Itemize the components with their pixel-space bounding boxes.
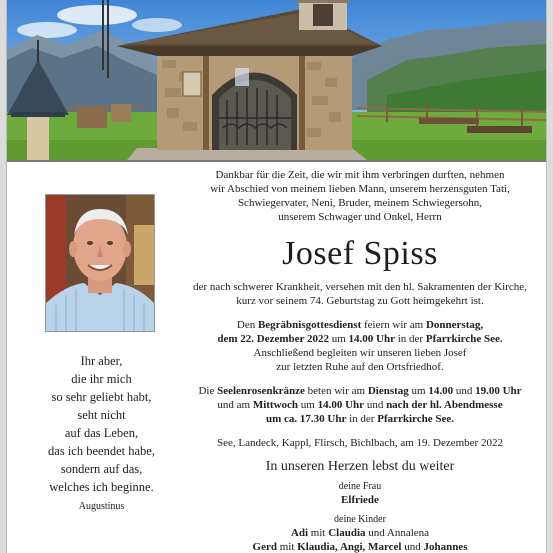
main-text [179, 168, 541, 553]
poem-line: sondern auf das, [60, 462, 143, 476]
intro-paragraph [179, 168, 541, 224]
motto: In unseren Herzen lebst du weiter [265, 459, 455, 474]
funeral-line-4: zur letzten Ruhe auf den Ortsfriedhof. [276, 361, 444, 373]
rosary-info [179, 384, 541, 426]
intro-line: Schwiegervater, Neni, Bruder, meinem Schwiegersohn, [237, 197, 483, 209]
places-date: See, Landeck, Kappl, Flirsch, Bichlbach, am 19. Dezember 2022 [217, 437, 503, 449]
portrait-photo [45, 194, 155, 332]
obituary-card [6, 0, 547, 553]
poem-author: Augustinus [78, 501, 125, 512]
intro-line: unserem Schwager und Onkel, Herrn [278, 211, 442, 223]
intro-line: Dankbar für die Zeit, die wir mit ihm verbringen durften, nehmen [215, 169, 505, 181]
rosary-line-3: um ca. 17.30 Uhr in der Pfarrkirche See. [266, 413, 454, 425]
intro-line: wir Abschied von meinem lieben Mann, unserem herzensguten Tati, [210, 183, 510, 195]
death-note-line: der nach schwerer Krankheit, versehen mit den hl. Sakramenten der Kirche, [193, 281, 527, 293]
poem-line: welches ich beginne. [49, 480, 154, 494]
poem-line: Ihr aber, [80, 354, 123, 368]
poem-line: die ihr mich [71, 372, 132, 386]
poem-line: so sehr geliebt habt, [51, 390, 152, 404]
rosary-line-2: und am Mittwoch um 14.00 Uhr und nach der hl. Abendmesse [217, 399, 503, 411]
funeral-info [179, 318, 541, 374]
death-note-line: kurz vor seinem 74. Geburtstag zu Gott heimgekehrt ist. [236, 295, 484, 307]
poem-line: auf das Leben, [64, 426, 139, 440]
wife-label: deine Frau [338, 481, 382, 492]
death-note [179, 280, 541, 308]
children-row-1: Adi mit Claudia und Annalena [290, 527, 430, 539]
children-label: deine Kinder [334, 514, 386, 525]
poem-line: seht nicht [77, 408, 126, 422]
rosary-line-1: Die Seelenrosenkränze beten wir am Dienstag um 14.00 und 19.00 Uhr [198, 385, 522, 397]
funeral-line-3: Anschließend begleiten wir unseren lieben Josef [253, 347, 467, 359]
poem [9, 352, 194, 516]
poem-line: das ich beendet habe, [48, 444, 155, 458]
chapel-photo [7, 0, 546, 162]
children-row-2: Gerd mit Klaudia, Angi, Marcel und Johannes [252, 541, 468, 553]
deceased-name: Josef Spiss [282, 235, 438, 272]
funeral-line-1: Den Begräbnisgottesdienst feiern wir am Donnerstag, [236, 319, 484, 331]
funeral-line-2: dem 22. Dezember 2022 um 14.00 Uhr in der Pfarrkirche See. [217, 333, 503, 345]
wife-name: Elfriede [341, 494, 379, 506]
